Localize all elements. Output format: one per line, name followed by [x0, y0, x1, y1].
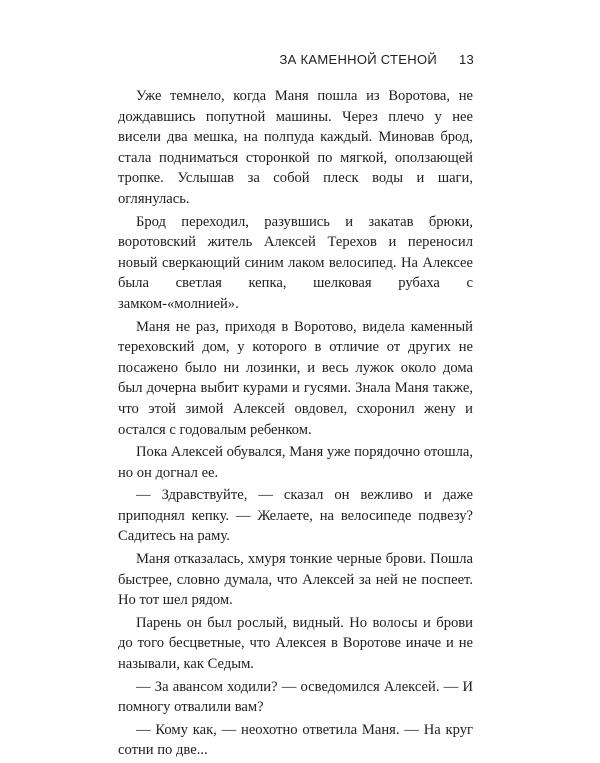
- running-title: ЗА КАМЕННОЙ СТЕНОЙ: [279, 52, 438, 67]
- paragraph: — За авансом ходили? — осведомился Алексей. — И помногу отвалили вам?: [118, 678, 473, 716]
- page-number: 13: [458, 52, 474, 67]
- paragraph: Пока Алексей обувался, Маня уже порядочно отошла, но он догнал ее.: [118, 444, 473, 481]
- paragraph: — Кому как, — неохотно ответила Маня. — На круг сотни по две...: [118, 721, 473, 759]
- paragraph: Парень он был рослый, видный. Но волосы и брови до того бесцветные, что Алексея в Воротове иначе и не называли, как Седым.: [118, 614, 473, 673]
- paragraph: Брод переходил, разувшись и закатав брюки, воротовский житель Алексей Терехов и переносил новый сверкающий синим лаком велосипед. На Алексее была светлая кепка, шелковая рубаха с замком-«молнией».: [118, 213, 473, 312]
- paragraph: Уже темнело, когда Маня пошла из Воротова, не дождавшись попутной машины. Через плечо у нее висели два мешка, на полпуда каждый. Миновав брод, стала подниматься сторонкой по мягкой, оползающей тропке. Услышав за собой плеск воды и шаги, оглянулась.: [118, 88, 473, 207]
- paragraph: — Здравствуйте, — сказал он вежливо и даже приподнял кепку. — Желаете, на велосипеде подвезу? Садитесь на раму.: [118, 487, 473, 545]
- paragraph: Маня не раз, приходя в Воротово, видела каменный тереховский дом, у которого в отличие от других не посажено было ни лозинки, и весь лужок около дома был дочерна выбит курами и гусями. Знала Маня также, что этой зимой Алексей овдовел, схоронил жену и остался с годовалым ребенком.: [118, 318, 473, 438]
- paragraph: Маня отказалась, хмуря тонкие черные брови. Пошла быстрее, словно думала, что Алексей за ней не поспеет. Но тот шел рядом.: [118, 551, 473, 609]
- body-text: [118, 86, 473, 763]
- running-header: [0, 52, 474, 67]
